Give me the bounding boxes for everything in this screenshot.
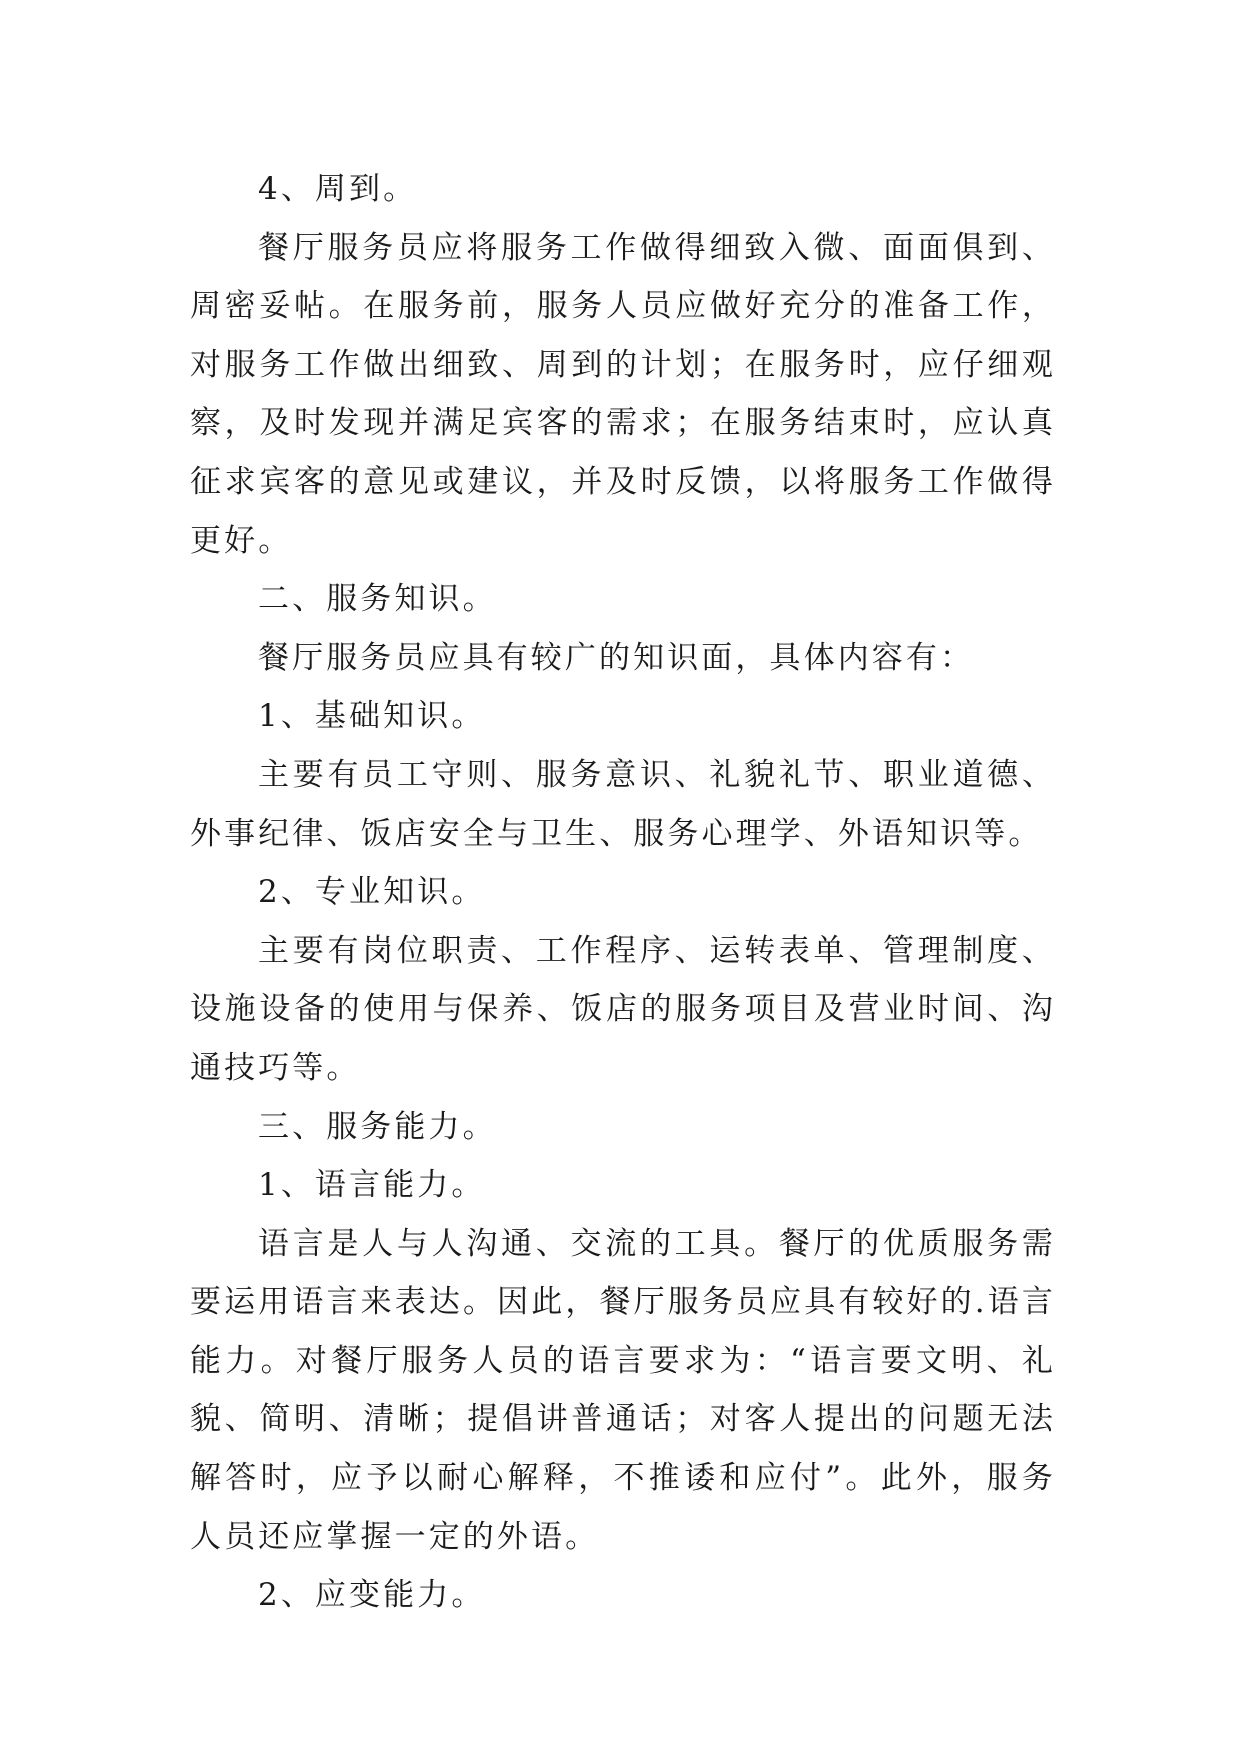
subheading-professional-knowledge: 2、专业知识。 <box>258 874 486 911</box>
body-text <box>190 160 1056 1625</box>
subheading-thoughtful: 4、周到。 <box>258 171 418 207</box>
paragraph-professional-knowledge: 主要有岗位职责、工作程序、运转表单、管理制度、设施设备的使用与保养、饭店的服务项目及营业时间、沟通技巧等。 <box>190 932 1056 1086</box>
subheading-basic-knowledge: 1、基础知识。 <box>258 698 486 735</box>
subheading-language-ability: 1、语言能力。 <box>258 1167 486 1204</box>
paragraph-basic-knowledge: 主要有员工守则、服务意识、礼貌礼节、职业道德、外事纪律、饭店安全与卫生、服务心理学、外语知识等。 <box>190 756 1056 852</box>
section-heading-service-knowledge: 二、服务知识。 <box>258 581 497 618</box>
paragraph-knowledge-intro: 餐厅服务员应具有较广的知识面，具体内容有： <box>258 639 975 676</box>
paragraph-thoughtful-service: 餐厅服务员应将服务工作做得细致入微、面面俱到、周密妥帖。在服务前，服务人员应做好充分的准备工作，对服务工作做出细致、周到的计划；在服务时，应仔细观察，及时发现并满足宾客的需求；在服务结束时，应认真征求宾客的意见或建议，并及时反馈，以将服务工作做得更好。 <box>190 229 1056 559</box>
section-heading-service-ability: 三、服务能力。 <box>258 1108 497 1145</box>
subheading-adaptability: 2、应变能力。 <box>258 1577 486 1614</box>
paragraph-language-ability: 语言是人与人沟通、交流的工具。餐厅的优质服务需要运用语言来表达。因此，餐厅服务员应具有较好的.语言能力。对餐厅服务人员的语言要求为：“语言要文明、礼貌、简明、清晰；提倡讲普通话；对客人提出的问题无法解答时，应予以耐心解释，不推诿和应付”。此外，服务人员还应掌握一定的外语。 <box>190 1225 1056 1555</box>
